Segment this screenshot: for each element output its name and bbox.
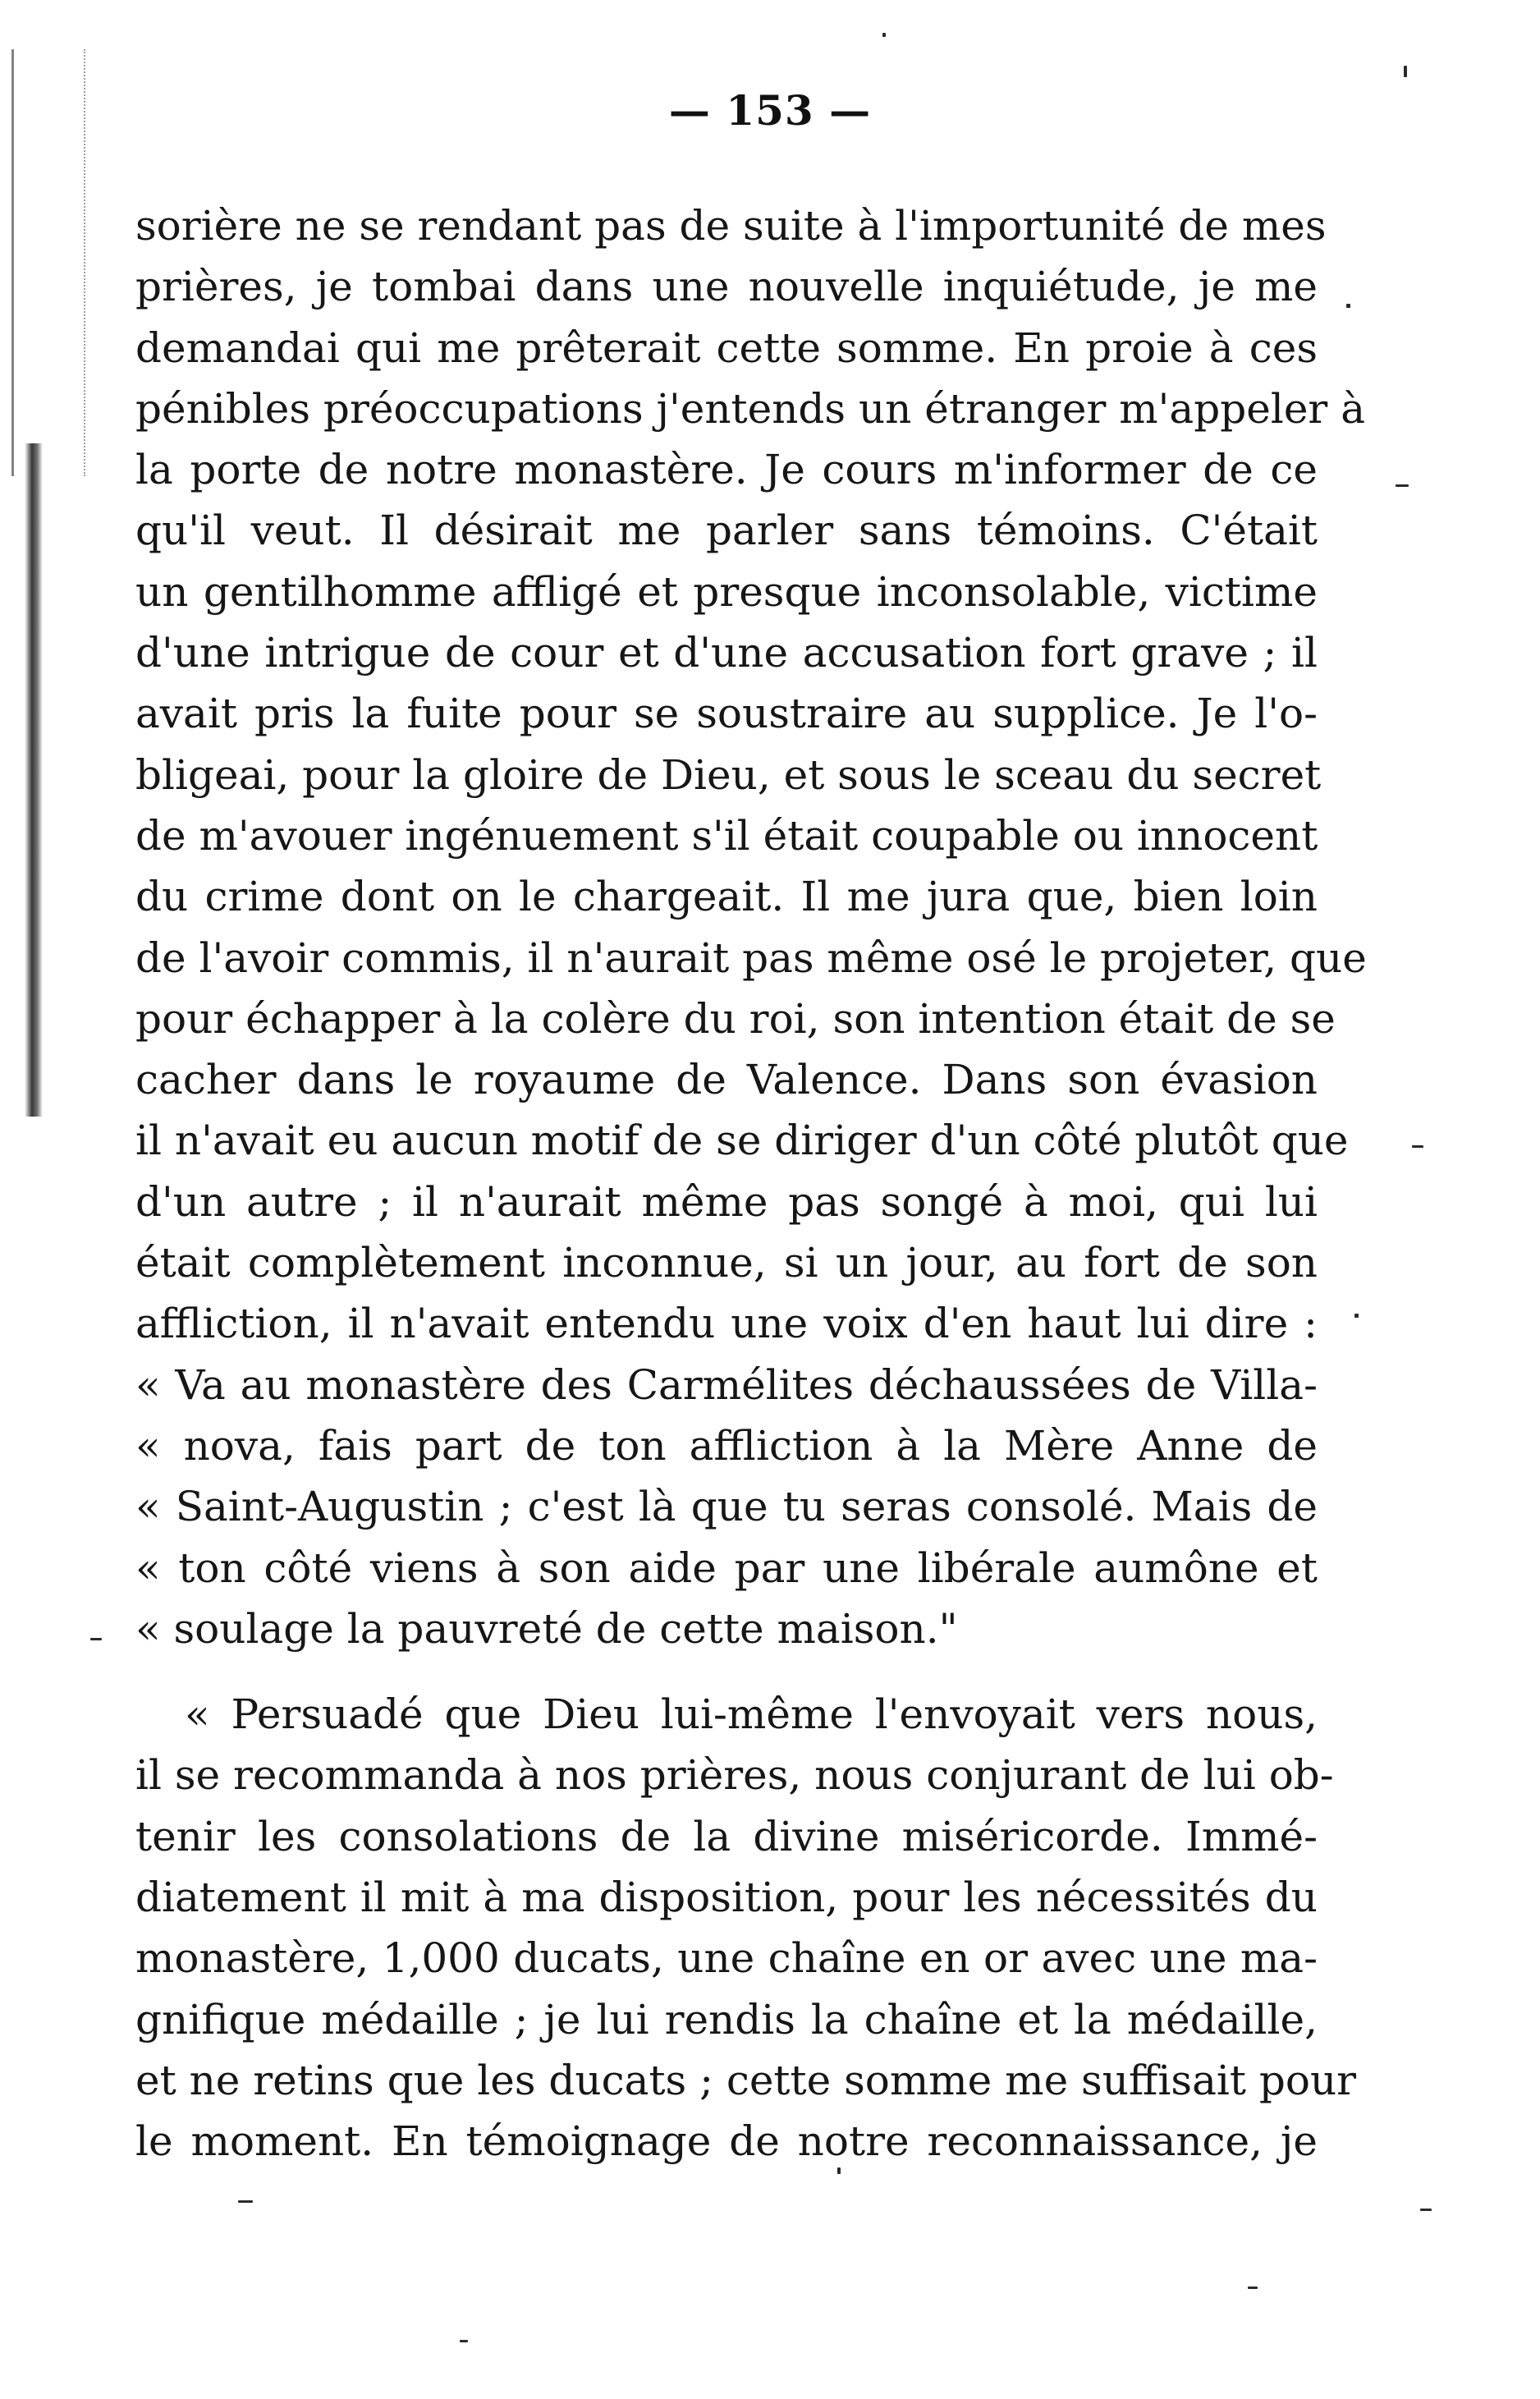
scan-speck <box>1346 304 1350 308</box>
scan-speck <box>1396 484 1409 487</box>
text-line: et ne retins que les ducats ; cette somme me suffisait pour <box>135 2056 1357 2104</box>
text-line: la porte de notre monastère. Je cours m'informer de ce <box>135 446 1318 494</box>
text-line: gnifique médaille ; je lui rendis la chaîne et la médaille, <box>135 1995 1318 2044</box>
scan-speck <box>1412 1145 1423 1148</box>
text-line: « nova, fais part de ton affliction à la Mère Anne de <box>135 1421 1318 1470</box>
paragraph-2 <box>135 1684 1357 2172</box>
text-line: « ton côté viens à son aide par une libérale aumône et <box>135 1544 1318 1592</box>
scan-speck <box>238 2200 253 2203</box>
text-line: il se recommanda à nos prières, nous conjurant de lui ob- <box>135 1751 1334 1800</box>
body-text <box>135 195 1367 2172</box>
text-line: monastère, 1,000 ducats, une chaîne en or avec une ma- <box>135 1934 1318 1983</box>
text-line: d'un autre ; il n'aurait même pas songé à moi, qui lui <box>135 1177 1318 1226</box>
text-line: affliction, il n'avait entendu une voix d'en haut lui dire : <box>135 1300 1318 1348</box>
text-line: « Va au monastère des Carmélites déchaussées de Villa- <box>135 1360 1318 1409</box>
scan-speck <box>1404 66 1407 77</box>
text-line: cacher dans le royaume de Valence. Dans son évasion <box>135 1056 1318 1104</box>
text-line: il n'avait eu aucun motif de se diriger d'un côté plutôt que <box>135 1117 1349 1165</box>
paragraph-gap <box>135 1659 1318 1684</box>
text-line: bligeai, pour la gloire de Dieu, et sous le sceau du secret <box>135 750 1322 799</box>
text-line: avait pris la fuite pour se soustraire au supplice. Je l'o- <box>135 690 1318 738</box>
text-line: « soulage la pauvreté de cette maison." <box>135 1604 958 1653</box>
scan-speck <box>882 33 886 37</box>
scan-speck <box>1420 2209 1432 2211</box>
text-line: pour échapper à la colère du roi, son intention était de se <box>135 994 1336 1043</box>
text-line: « Persuadé que Dieu lui-même l'envoyait vers nous, <box>185 1690 1318 1739</box>
text-line: prières, je tombai dans une nouvelle inquiétude, je me <box>135 263 1318 311</box>
text-line: de m'avouer ingénuement s'il était coupable ou innocent <box>135 811 1318 860</box>
scan-speck <box>90 1638 102 1640</box>
text-line: était complètement inconnue, si un jour, au fort de son <box>135 1239 1318 1287</box>
text-line: du crime dont on le chargeait. Il me jura que, bien loin <box>135 873 1318 921</box>
scan-speck <box>1248 2287 1258 2289</box>
text-line: qu'il veut. Il désirait me parler sans témoins. C'était <box>135 507 1318 555</box>
text-line: un gentilhomme affligé et presque inconsolable, victime <box>135 567 1318 616</box>
text-line: « Saint-Augustin ; c'est là que tu seras consolé. Mais de <box>135 1483 1318 1531</box>
text-line: demandai qui me prêterait cette somme. En proie à ces <box>135 323 1318 372</box>
text-line: d'une intrigue de cour et d'une accusation fort grave ; il <box>135 629 1318 677</box>
text-line: tenir les consolations de la divine miséricorde. Immé- <box>135 1812 1318 1860</box>
text-line: le moment. En témoignage de notre reconnaissance, je <box>135 2117 1318 2166</box>
scan-speck <box>460 2340 468 2342</box>
text-line: diatement il mit à ma disposition, pour les nécessités du <box>135 1874 1318 1922</box>
text-line: sorière ne se rendant pas de suite à l'importunité de mes <box>135 202 1327 250</box>
page-number: — 153 — <box>668 86 872 135</box>
scan-speck <box>1354 1314 1359 1318</box>
scan-binding-shadow <box>25 443 43 1117</box>
text-line: pénibles préoccupations j'entends un étranger m'appeler à <box>135 384 1366 433</box>
text-line: de l'avoir commis, il n'aurait pas même osé le projeter, que <box>135 933 1367 982</box>
scan-speck <box>837 2167 841 2174</box>
paragraph-1 <box>135 195 1367 1659</box>
